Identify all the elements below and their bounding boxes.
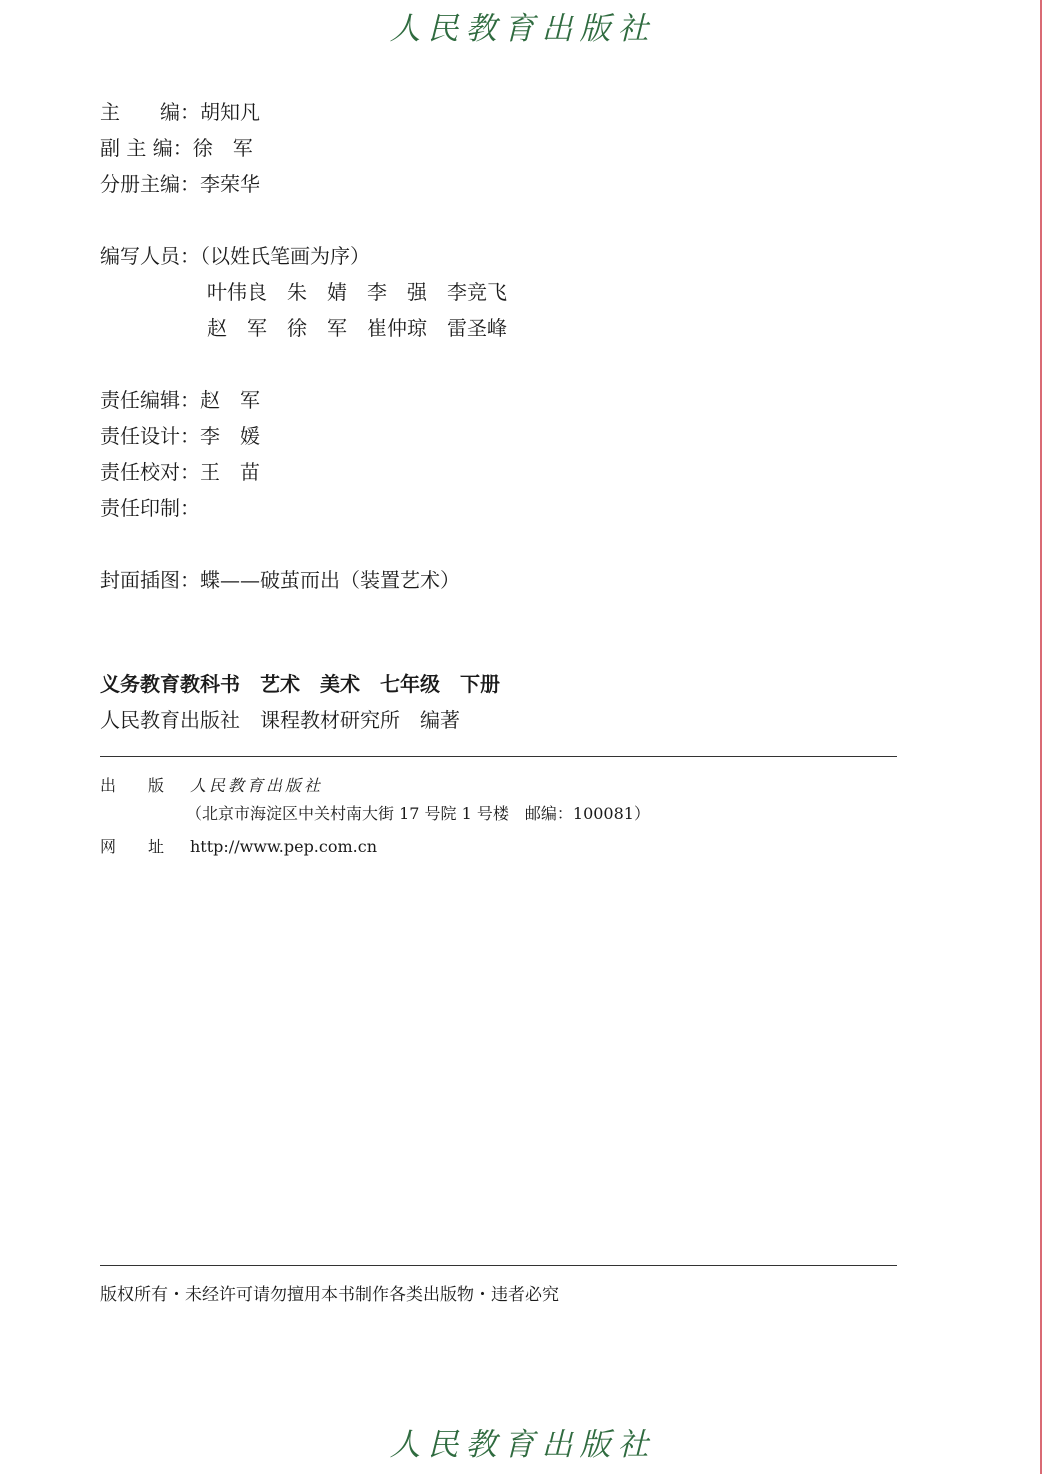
deputy-editor-label: 副 主 编：	[100, 136, 193, 160]
chief-editor-value: 胡知凡	[200, 100, 260, 124]
publisher-logo-text: 人民教育出版社	[389, 11, 656, 47]
writers-label: 编写人员：（以姓氏笔画为序）	[100, 244, 370, 268]
cover-row	[100, 567, 460, 593]
resp-proof-label: 责任校对：	[100, 460, 200, 484]
copyright-notice: 版权所有・未经许可请勿擅用本书制作各类出版物・违者必究	[100, 1285, 559, 1305]
book-author: 人民教育出版社 课程教材研究所 编著	[100, 708, 460, 732]
volume-editor-value: 李荣华	[200, 172, 260, 196]
resp-print-row	[100, 495, 200, 521]
cover-label: 封面插图：	[100, 568, 200, 592]
resp-editor-value: 赵 军	[200, 388, 260, 412]
deputy-editor-value: 徐 军	[192, 136, 253, 160]
publisher-small-logo	[190, 775, 335, 797]
volume-editor-row	[100, 171, 260, 197]
divider-top	[100, 756, 897, 757]
cover-value: 蝶——破茧而出（装置艺术）	[200, 568, 460, 592]
book-title: 义务教育教科书 艺术 美术 七年级 下册	[100, 672, 500, 696]
chief-editor-row	[100, 99, 260, 125]
website-link[interactable]: http://www.pep.com.cn	[190, 837, 378, 856]
page-edge-line	[1040, 0, 1042, 1474]
volume-editor-label: 分册主编：	[100, 172, 200, 196]
deputy-editor-row	[100, 135, 253, 161]
publisher-logo-top	[380, 6, 665, 52]
resp-editor-label: 责任编辑：	[100, 388, 200, 412]
publisher-logo-bottom	[380, 1422, 665, 1468]
resp-proof-row	[100, 459, 260, 485]
publisher-small-logo-text: 人民教育出版社	[190, 776, 324, 795]
resp-design-value: 李 媛	[200, 424, 260, 448]
website-label: 网 址	[100, 837, 165, 856]
resp-editor-row	[100, 387, 260, 413]
publisher-label: 出 版	[100, 776, 165, 795]
resp-proof-value: 王 苗	[200, 460, 260, 484]
writers-line-1: 叶伟良 朱 婧 李 强 李竞飞	[207, 280, 507, 304]
resp-print-label: 责任印制：	[100, 496, 200, 520]
chief-editor-label: 主 编：	[100, 100, 200, 124]
publisher-address: （北京市海淀区中关村南大街 17 号院 1 号楼 邮编：100081）	[186, 804, 650, 823]
publisher-logo-text-bottom: 人民教育出版社	[389, 1427, 656, 1463]
divider-bottom	[100, 1265, 897, 1266]
resp-design-row	[100, 423, 260, 449]
resp-design-label: 责任设计：	[100, 424, 200, 448]
writers-line-2: 赵 军 徐 军 崔仲琼 雷圣峰	[207, 316, 507, 340]
